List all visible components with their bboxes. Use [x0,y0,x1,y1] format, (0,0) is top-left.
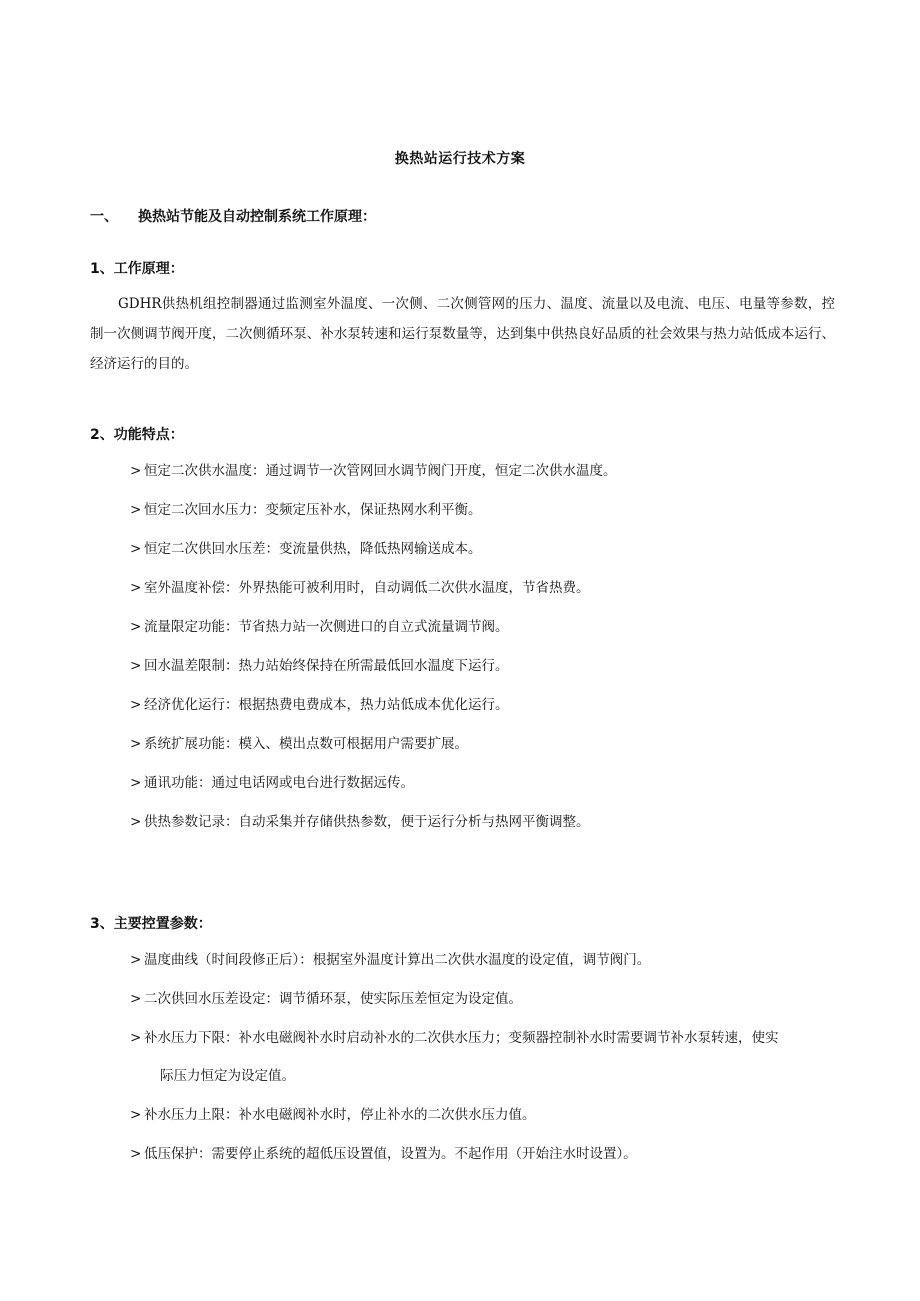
list-item [130,773,840,812]
bullet-marker: > [130,775,142,791]
subsection-1-heading: 1、工作原理： [90,261,184,277]
list-item-text: 恒定二次供水温度：通过调节一次管网回水调节阀门开度，恒定二次供水温度。 [144,463,617,479]
list-item-text: 补水压力上限：补水电磁阀补水时，停止补水的二次供水压力值。 [144,1107,536,1123]
bullet-marker: > [130,541,142,557]
list-item [130,656,840,695]
bullet-marker: > [130,1107,142,1123]
list-item [130,617,840,656]
list-item-text: 恒定二次供回水压差：变流量供热，降低热网输送成本。 [144,541,482,557]
list-item-text: 温度曲线（时间段修正后）：根据室外温度计算出二次供水温度的设定值，调节阀门。 [144,952,651,968]
bullet-marker: > [130,619,142,635]
bullet-marker: > [130,991,142,1007]
bullet-marker: > [130,1146,142,1162]
bullet-marker: > [130,502,142,518]
list-item-text: 经济优化运行：根据热费电费成本，热力站低成本优化运行。 [144,697,509,713]
bullet-marker: > [130,658,142,674]
document-title: 换热站运行技术方案 [394,151,526,167]
section-1-heading [90,206,376,226]
list-item [130,1028,840,1086]
subsection-1-paragraph: GDHR供热机组控制器通过监测室外温度、一次侧、二次侧管网的压力、温度、流量以及电流、电压、电量等参数，控制一次侧调节阀开度，二次侧循环泵、补水泵转速和运行泵数量等，达到集中供热良好品质的社会效果与热力站低成本运行、经济运行的目的。 [90,296,835,372]
list-item-continuation: 际压力恒定为设定值。 [160,1068,295,1084]
list-item-text: 通讯功能：通过电话网或电台进行数据远传。 [144,775,414,791]
list-item-text: 恒定二次回水压力：变频定压补水，保证热网水利平衡。 [144,502,482,518]
bullet-marker: > [130,736,142,752]
bullet-marker: > [130,697,142,713]
list-item [130,812,840,851]
list-item [130,734,840,773]
bullet-marker: > [130,952,142,968]
subsection-2-heading: 2、功能特点： [90,427,184,443]
list-item-text: 流量限定功能：节省热力站一次侧进口的自立式流量调节阀。 [144,619,509,635]
list-item-text: 供热参数记录：自动采集并存储供热参数，便于运行分析与热网平衡调整。 [144,814,590,830]
list-item-text: 系统扩展功能：模入、模出点数可根据用户需要扩展。 [144,736,468,752]
list-item-text: 低压保护：需要停止系统的超低压设置值，设置为。不起作用（开始注水时设置）。 [144,1146,637,1162]
bullet-marker: > [130,580,142,596]
section-1-title: 换热站节能及自动控制系统工作原理： [138,209,376,225]
parameter-list [130,950,840,1183]
bullet-marker: > [130,814,142,830]
list-item [130,989,840,1009]
list-item [130,500,840,539]
list-item-text: 回水温差限制：热力站始终保持在所需最低回水温度下运行。 [144,658,509,674]
list-item [130,461,840,500]
list-item [130,950,840,970]
list-item [130,578,840,617]
list-item-text: 室外温度补偿：外界热能可被利用时，自动调低二次供水温度，节省热费。 [144,580,590,596]
list-item [130,695,840,734]
section-1-number: 一、 [90,209,118,225]
bullet-marker: > [130,1030,142,1046]
subsection-3-heading: 3、主要控置参数： [90,916,212,932]
list-item-text: 补水压力下限：补水电磁阀补水时启动补水的二次供水压力；变频器控制补水时需要调节补水泵转速，使实 [144,1030,779,1046]
list-item-text: 二次供回水压差设定：调节循环泵，使实际压差恒定为设定值。 [144,991,522,1007]
list-item [130,1144,840,1164]
bullet-marker: > [130,463,142,479]
list-item [130,539,840,578]
list-item [130,1105,840,1125]
feature-list [130,461,840,851]
